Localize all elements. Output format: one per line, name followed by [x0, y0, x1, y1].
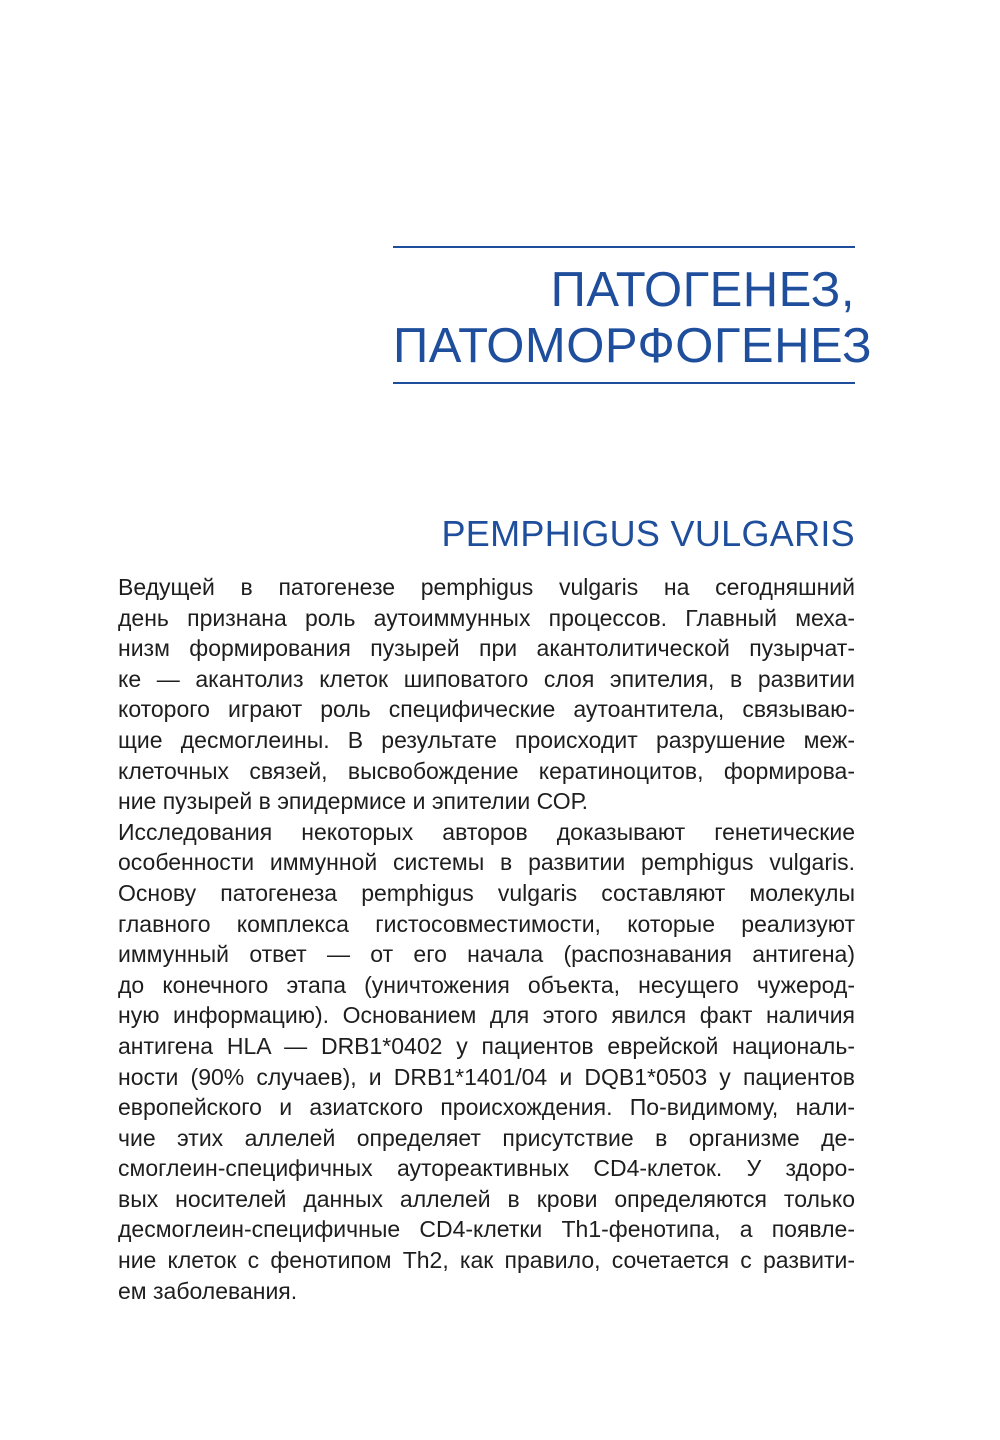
- paragraph-1: [118, 572, 855, 817]
- text-line: ности (90% случаев), и DRB1*1401/04 и DQB1*0503 у пациентов: [118, 1063, 855, 1090]
- text-line: низм формирования пузырей при акантолитической пузырчат-: [118, 635, 855, 662]
- text-line: ем заболевания.: [118, 1277, 298, 1304]
- text-line: антигена HLA — DRB1*0402 у пациентов еврейской националь-: [118, 1032, 855, 1059]
- text-line: ке — акантолиз клеток шиповатого слоя эпителия, в развитии: [118, 665, 855, 692]
- text-line: ную информацию). Основанием для этого явился факт наличия: [118, 1002, 855, 1029]
- text-line: смоглеин-специфичных аутореактивных CD4-клеток. У здоро-: [118, 1155, 855, 1182]
- text-line: ние пузырей в эпидермисе и эпителии СОР.: [118, 788, 589, 815]
- chapter-title: [393, 248, 873, 382]
- text-line: европейского и азиатского происхождения. По-видимому, нали-: [118, 1094, 855, 1121]
- text-line: иммунный ответ — от его начала (распознавания антигена): [118, 941, 855, 968]
- text-line: которого играют роль специфические аутоантитела, связываю-: [118, 696, 855, 723]
- section-title: PEMPHIGUS VULGARIS: [441, 513, 855, 554]
- text-line: особенности иммунной системы в развитии pemphigus vulgaris.: [118, 849, 855, 876]
- chapter-title-line-2: ПАТОМОРФОГЕНЕЗ: [393, 319, 873, 373]
- text-line: Исследования некоторых авторов доказывают генетические: [118, 818, 855, 845]
- text-line: Основу патогенеза pemphigus vulgaris составляют молекулы: [118, 879, 855, 906]
- text-line: день признана роль аутоиммунных процессов. Главный меха-: [118, 604, 855, 631]
- text-line: главного комплекса гистосовместимости, которые реализуют: [118, 910, 855, 937]
- paragraph-2: [118, 817, 855, 1307]
- body-text: [118, 572, 855, 1306]
- text-line: до конечного этапа (уничтожения объекта, несущего чужерод-: [118, 971, 855, 998]
- text-line: клеточных связей, высвобождение кератиноцитов, формирова-: [118, 757, 855, 784]
- text-line: чие этих аллелей определяет присутствие в организме де-: [118, 1124, 855, 1151]
- text-line: Ведущей в патогенезе pemphigus vulgaris на сегодняшний: [118, 574, 855, 600]
- text-line: щие десмоглеины. В результате происходит разрушение меж-: [118, 726, 855, 753]
- text-line: десмоглеин-специфичные CD4-клетки Th1-фенотипа, а появле-: [118, 1216, 855, 1243]
- chapter-title-line-1: ПАТОГЕНЕЗ,: [550, 263, 855, 317]
- text-line: вых носителей данных аллелей в крови определяются только: [118, 1185, 855, 1212]
- chapter-heading-block: [393, 246, 873, 384]
- chapter-bottom-rule: [393, 382, 855, 384]
- text-line: ние клеток с фенотипом Th2, как правило, сочетается с развити-: [118, 1247, 855, 1274]
